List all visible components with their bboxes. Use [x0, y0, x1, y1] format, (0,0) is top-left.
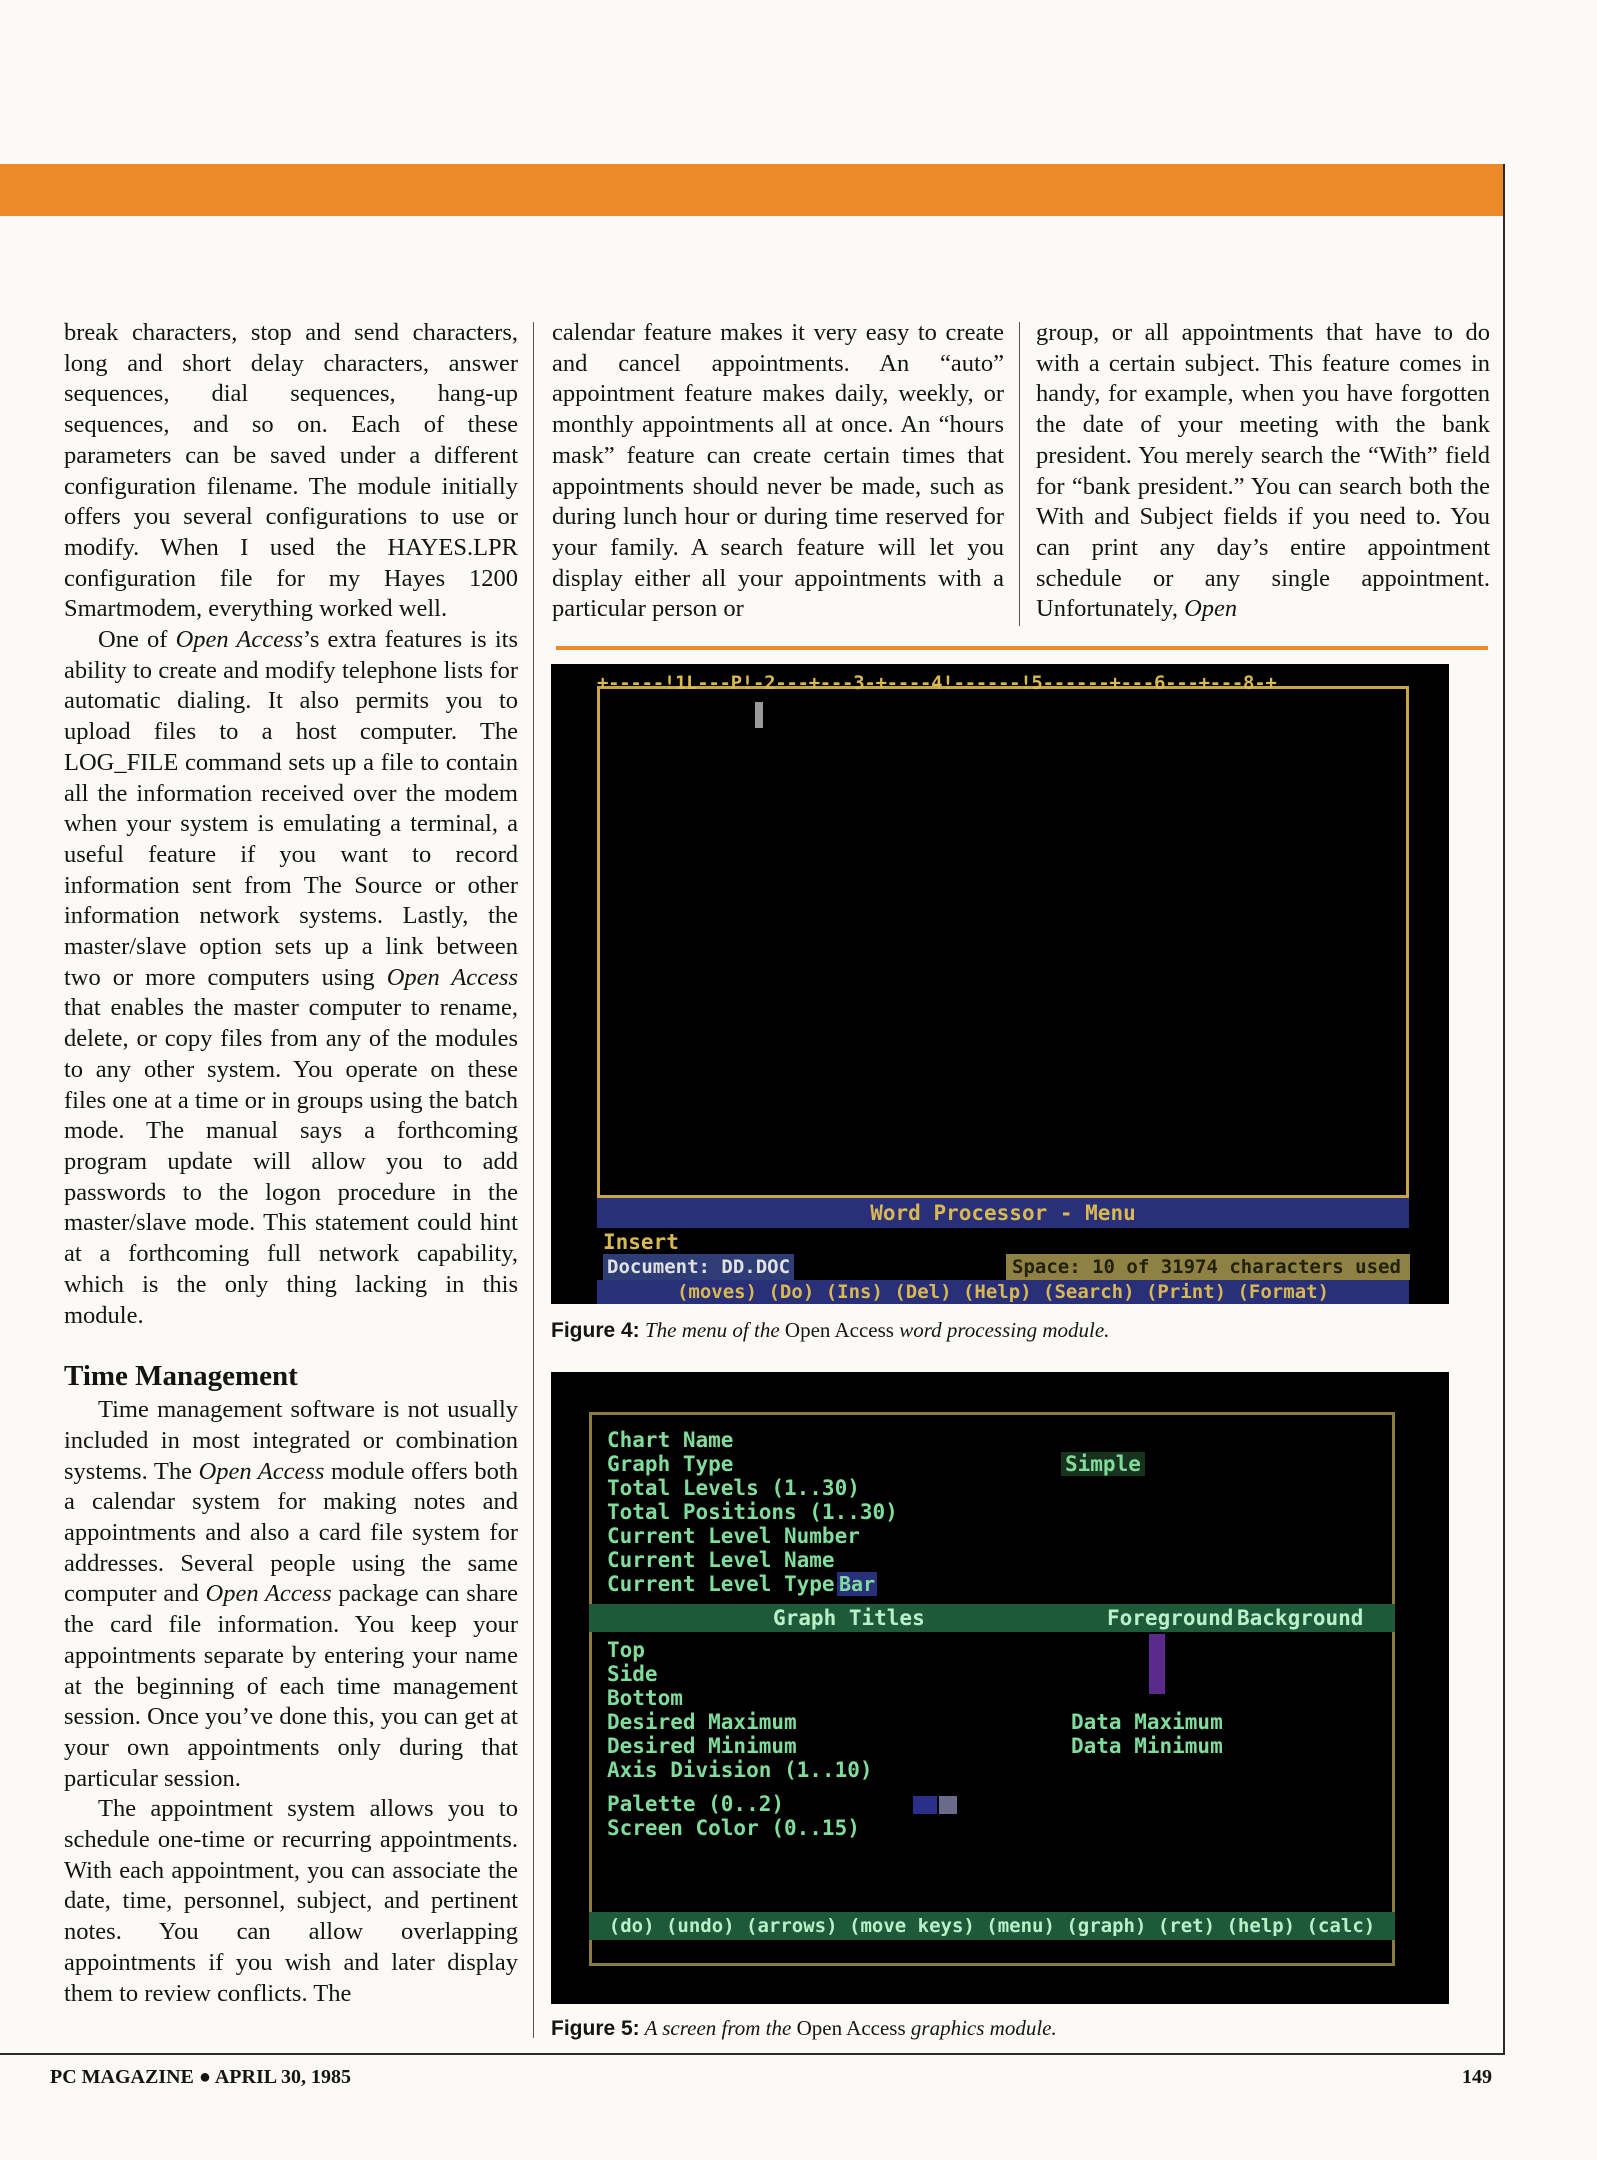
paragraph: One of Open Access’s extra features is its ability to create and modify telephone lists for automatic dialing. It also permits you to upload files to a host computer. The LOG_FILE command sets up a file to contain all the information received over the modem when your system is emulating a terminal, a useful feature if you want to record information sent from The Source or other information network systems. Lastly, the master/slave option sets up a link between two or more computers using Open Access that enables the master computer to rename, delete, or copy files from any of the modules to any other system. You operate on these files one at a time or in groups using the batch mode. The manual says a forthcoming program update will allow you to add passwords to the logon procedure in the master/slave mode. This statement could hint at a forthcoming full network capability, which is the only thing lacking in this module.: [64, 626, 518, 1329]
chart-settings-list: [607, 1428, 898, 1596]
level-type-value: Bar: [839, 1572, 876, 1596]
page-number: 149: [1462, 2066, 1492, 2088]
article-column-3: [1036, 318, 1490, 625]
background-label: Background: [1237, 1606, 1364, 1630]
setting-row: Current Level Number: [607, 1524, 860, 1548]
graphics-key-bar: (do) (undo) (arrows) (move keys) (menu) (graph) (ret) (help) (calc): [589, 1912, 1395, 1940]
article-column-2: [552, 318, 1004, 625]
setting-row: Bottom: [607, 1686, 683, 1710]
palette-settings-list: [607, 1792, 860, 1840]
page-border-bottom: [0, 2053, 1505, 2055]
figure-5-screenshot: [551, 1372, 1449, 2004]
column-divider-1: [533, 322, 534, 2038]
menu-title-bar: Word Processor - Menu: [597, 1198, 1409, 1228]
graph-titles-label: Graph Titles: [773, 1606, 925, 1630]
setting-row: Axis Division (1..10): [607, 1758, 873, 1782]
palette-label: Palette (0..2): [607, 1792, 785, 1816]
figure-4-screenshot: [551, 664, 1449, 1304]
foreground-color-swatch: [1149, 1634, 1165, 1694]
figure-5-caption: Figure 5: A screen from the Open Access graphics module.: [551, 2016, 1057, 2040]
setting-row: Side: [607, 1662, 658, 1686]
page-border-right: [1503, 164, 1505, 2054]
graph-titles-header-bar: [589, 1604, 1395, 1632]
setting-row: Current Level Type: [607, 1572, 835, 1596]
setting-row: Chart Name: [607, 1428, 734, 1452]
paragraph: group, or all appointments that have to do with a certain subject. This feature comes in handy, for example, when you have forgotten the date of your meeting with the bank president. You merely search the “With” field for “bank president.” You can search both the With and Subject fields if you need to. You can print any day’s entire appointment schedule or any single appointment. Unfortunately, Open: [1036, 319, 1490, 623]
column-divider-2: [1019, 322, 1020, 626]
figure-separator-line: [556, 646, 1488, 650]
section-heading: Time Management: [64, 1360, 298, 1393]
paragraph: Time management software is not usually included in most integrated or combination systems. The Open Access module offers both a calendar system for making notes and appointments and also a card file system for addresses. Several people using the same computer and Open Access package can share the card file information. You keep your appointments separate by entering your name at the beginning of each time management session. Once you’ve done this, you can get at your own appointments only during that particular session.: [64, 1396, 518, 1792]
text-cursor: [755, 702, 763, 728]
ruler-line: +-----!1L---P!-2---+---3-+----4!------!5------+---6---+---8-+: [597, 672, 1277, 694]
graph-type-value: Simple: [1061, 1452, 1145, 1476]
paragraph: break characters, stop and send characters, long and short delay characters, answer sequences, dial sequences, hang-up sequences, and so on. Each of these parameters can be saved under a different configuration filename. The module initially offers you several configurations to use or modify. When I used the HAYES.LPR configuration file for my Hayes 1200 Smartmodem, everything worked well.: [64, 319, 518, 623]
paragraph: The appointment system allows you to schedule one-time or recurring appointments. With each appointment, you can associate the date, time, personnel, subject, and pertinent notes. You can allow overlapping appointments if you wish and later display them to review conflicts. The: [64, 1795, 518, 2007]
document-name-label: Document: DD.DOC: [603, 1254, 794, 1280]
palette-swatch-blue: [913, 1796, 937, 1814]
setting-row: Desired Maximum: [607, 1710, 797, 1734]
axis-settings-list: [607, 1638, 873, 1782]
space-used-indicator: Space: 10 of 31974 characters used: [1006, 1254, 1410, 1280]
data-maximum-label: Data Maximum: [1071, 1710, 1223, 1734]
setting-row: Graph Type: [607, 1452, 734, 1476]
editor-frame: [597, 686, 1409, 1198]
paragraph: calendar feature makes it very easy to create and cancel appointments. An “auto” appointment feature makes daily, weekly, or monthly appointments all at once. An “hours mask” feature can create certain times that appointments should never be made, such as during lunch hour or during time reserved for your family. A search feature will let you display either all your appointments with a particular person or: [552, 319, 1004, 623]
screen-color-label: Screen Color (0..15): [607, 1816, 860, 1840]
header-color-band: [0, 164, 1505, 216]
footer-publication: PC MAGAZINE ● APRIL 30, 1985: [50, 2066, 351, 2088]
setting-row: Total Levels (1..30): [607, 1476, 860, 1500]
setting-row: Top: [607, 1638, 645, 1662]
data-range-list: [1071, 1710, 1223, 1758]
setting-row: Total Positions (1..30): [607, 1500, 898, 1524]
article-column-1: [64, 318, 518, 2009]
function-key-bar: (moves) (Do) (Ins) (Del) (Help) (Search) (Print) (Format): [597, 1280, 1409, 1304]
setting-row: Current Level Name: [607, 1548, 835, 1572]
foreground-label: Foreground: [1107, 1606, 1234, 1630]
figure-4-caption: Figure 4: The menu of the Open Access word processing module.: [551, 1318, 1110, 1342]
palette-swatch-gray: [939, 1796, 957, 1814]
insert-mode-label: Insert: [603, 1230, 679, 1254]
setting-row: Desired Minimum: [607, 1734, 797, 1758]
data-minimum-label: Data Minimum: [1071, 1734, 1223, 1758]
